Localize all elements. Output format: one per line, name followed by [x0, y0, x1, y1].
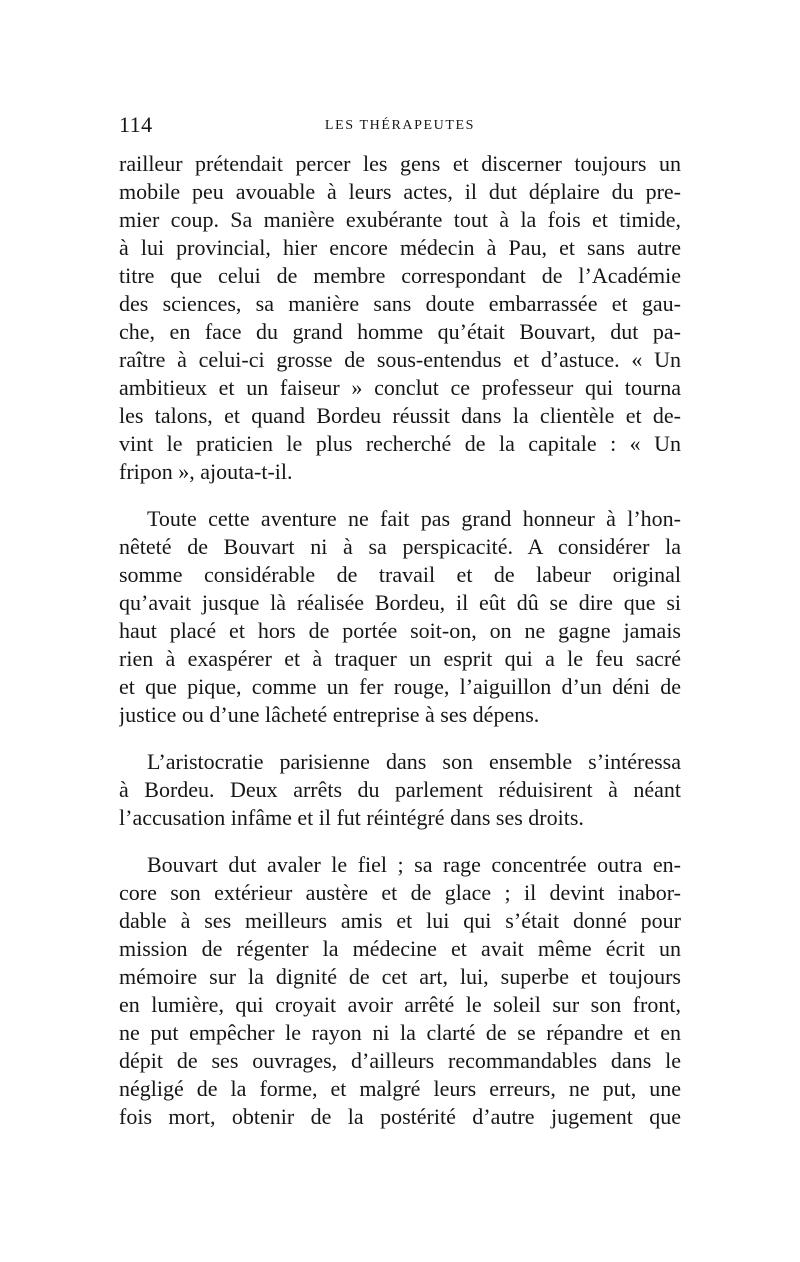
paragraph [119, 150, 681, 486]
text-line: et que pique, comme un fer rouge, l’aiguillon d’un déni de [119, 674, 681, 699]
text-line: dépit de ses ouvrages, d’ailleurs recommandables dans le [119, 1048, 681, 1073]
text-line: ambitieux et un faiseur » conclut ce professeur qui tourna [119, 375, 681, 400]
text-line: rien à exaspérer et à traquer un esprit qui a le feu sacré [119, 646, 681, 671]
paragraph-gap [119, 486, 681, 505]
text-line: Toute cette aventure ne fait pas grand honneur à l’hon- [147, 506, 681, 531]
text-line: ne put empêcher le rayon ni la clarté de se répandre et en [119, 1020, 681, 1045]
running-title: LES THÉRAPEUTES [324, 118, 476, 133]
text-line: justice ou d’une lâcheté entreprise à ses dépens. [119, 702, 540, 727]
text-line: haut placé et hors de portée soit-on, on ne gagne jamais [119, 618, 681, 643]
page-number: 114 [119, 112, 153, 137]
text-line: L’aristocratie parisienne dans son ensemble s’intéressa [147, 749, 681, 774]
body-text [119, 150, 681, 1131]
paragraph [119, 748, 681, 832]
text-line: titre que celui de membre correspondant de l’Académie [119, 263, 681, 288]
paragraph-gap [119, 729, 681, 748]
paragraph-gap [119, 832, 681, 851]
text-line: mier coup. Sa manière exubérante tout à la fois et timide, [119, 207, 681, 232]
text-line: des sciences, sa manière sans doute embarrassée et gau- [119, 291, 681, 316]
text-line: à Bordeu. Deux arrêts du parlement réduisirent à néant [119, 777, 681, 802]
text-line: dable à ses meilleurs amis et lui qui s’était donné pour [119, 908, 681, 933]
text-line: l’accusation infâme et il fut réintégré dans ses droits. [119, 805, 584, 830]
text-line: négligé de la forme, et malgré leurs erreurs, ne put, une [119, 1076, 681, 1101]
page-header [119, 112, 681, 142]
text-line: raître à celui-ci grosse de sous-entendus et d’astuce. « Un [119, 347, 681, 372]
text-line: mémoire sur la dignité de cet art, lui, superbe et toujours [119, 964, 681, 989]
paragraph [119, 505, 681, 729]
text-line: che, en face du grand homme qu’était Bouvart, dut pa- [119, 319, 681, 344]
text-line: fripon », ajouta-t-il. [119, 459, 293, 484]
paragraph [119, 851, 681, 1131]
text-line: railleur prétendait percer les gens et discerner toujours un [119, 151, 681, 176]
text-line: nêteté de Bouvart ni à sa perspicacité. A considérer la [119, 534, 681, 559]
text-line: qu’avait jusque là réalisée Bordeu, il eût dû se dire que si [119, 590, 681, 615]
text-line: somme considérable de travail et de labeur original [119, 562, 681, 587]
text-line: mobile peu avouable à leurs actes, il dut déplaire du pre- [119, 179, 681, 204]
text-line: Bouvart dut avaler le fiel ; sa rage concentrée outra en- [147, 852, 681, 877]
text-line: vint le praticien le plus recherché de la capitale : « Un [119, 431, 681, 456]
text-line: fois mort, obtenir de la postérité d’autre jugement que [119, 1104, 681, 1129]
text-line: les talons, et quand Bordeu réussit dans la clientèle et de- [119, 403, 681, 428]
text-line: à lui provincial, hier encore médecin à Pau, et sans autre [119, 235, 681, 260]
text-line: en lumière, qui croyait avoir arrêté le soleil sur son front, [119, 992, 681, 1017]
text-line: mission de régenter la médecine et avait même écrit un [119, 936, 681, 961]
text-line: core son extérieur austère et de glace ; il devint inabor- [119, 880, 681, 905]
